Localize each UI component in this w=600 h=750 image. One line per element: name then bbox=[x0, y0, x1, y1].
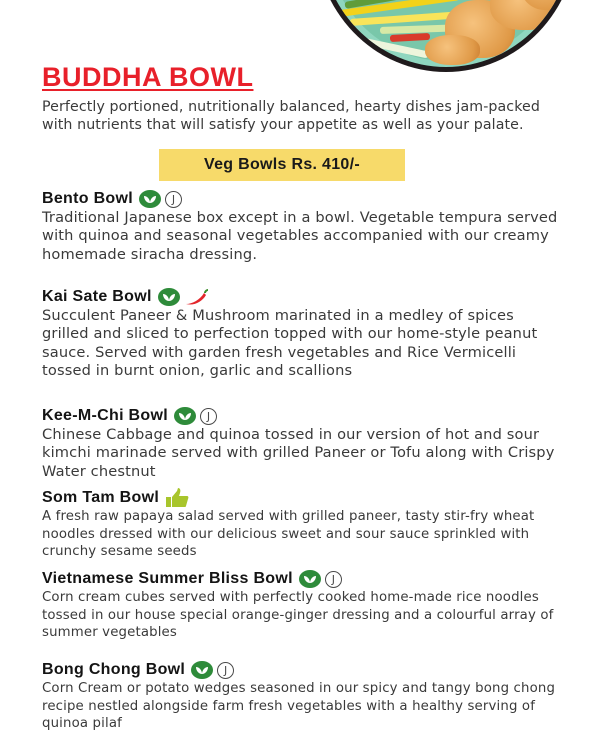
veg-leaf-icon bbox=[158, 288, 180, 306]
item-description: Corn cream cubes served with perfectly cooked home-made rice noodles tossed in our house special orange-ginger dressing and a colourful array of summer vegetables bbox=[42, 590, 554, 640]
menu-item-bento-bowl bbox=[42, 189, 562, 264]
jain-icon: J bbox=[165, 191, 182, 208]
jain-icon: J bbox=[200, 408, 217, 425]
price-banner: Veg Bowls Rs. 410/- bbox=[159, 149, 405, 181]
item-description: Corn Cream or potato wedges seasoned in our spicy and tangy bong chong recipe nestled alongside farm fresh vegetables with a healthy serving of quinoa pilaf bbox=[42, 681, 556, 731]
chili-pepper-icon bbox=[184, 288, 210, 306]
item-name: Kee-M-Chi Bowl bbox=[42, 407, 168, 424]
thumbs-up-icon bbox=[165, 488, 189, 508]
veg-leaf-icon bbox=[139, 190, 161, 208]
item-name: Bong Chong Bowl bbox=[42, 661, 186, 678]
jain-icon: J bbox=[325, 571, 342, 588]
item-name: Vietnamese Summer Bliss Bowl bbox=[42, 570, 293, 587]
veg-leaf-icon bbox=[299, 570, 321, 588]
item-description: A fresh raw papaya salad served with grilled paneer, tasty stir-fry wheat noodles dressed with our delicious sweet and sour sauce sprinkled with crunchy sesame seeds bbox=[42, 509, 535, 559]
veg-leaf-icon bbox=[191, 661, 213, 679]
section-intro: Perfectly portioned, nutritionally balanced, hearty dishes jam-packed with nutrients that will satisfy your appetite as well as your palate. bbox=[42, 99, 540, 133]
veg-leaf-icon bbox=[174, 407, 196, 425]
item-name: Bento Bowl bbox=[42, 190, 133, 207]
menu-item-bong-chong-bowl bbox=[42, 660, 562, 733]
bowl-plate bbox=[320, 0, 572, 67]
item-name: Kai Sate Bowl bbox=[42, 288, 152, 305]
item-description: Chinese Cabbage and quinoa tossed in our version of hot and sour kimchi marinade served with grilled Paneer or Tofu along with Crispy Water chestnut bbox=[42, 426, 555, 480]
menu-item-som-tam-bowl bbox=[42, 488, 562, 561]
jain-icon: J bbox=[217, 662, 234, 679]
menu-section bbox=[42, 62, 562, 134]
item-description: Succulent Paneer & Mushroom marinated in a medley of spices grilled and sliced to perfection topped with our home-style peanut sauce. Served with garden fresh vegetables and Rice Vermicelli tossed in burnt onion, garlic and scallions bbox=[42, 307, 538, 379]
item-description: Traditional Japanese box except in a bowl. Vegetable tempura served with quinoa and seasonal vegetables accompanied with our creamy homemade siracha dressing. bbox=[42, 209, 558, 263]
menu-item-vietnamese-summer-bliss-bowl bbox=[42, 569, 562, 642]
section-title: BUDDHA BOWL bbox=[42, 62, 254, 92]
menu-item-kee-m-chi-bowl bbox=[42, 406, 562, 481]
menu-item-kai-sate-bowl bbox=[42, 287, 562, 380]
item-name: Som Tam Bowl bbox=[42, 489, 160, 506]
